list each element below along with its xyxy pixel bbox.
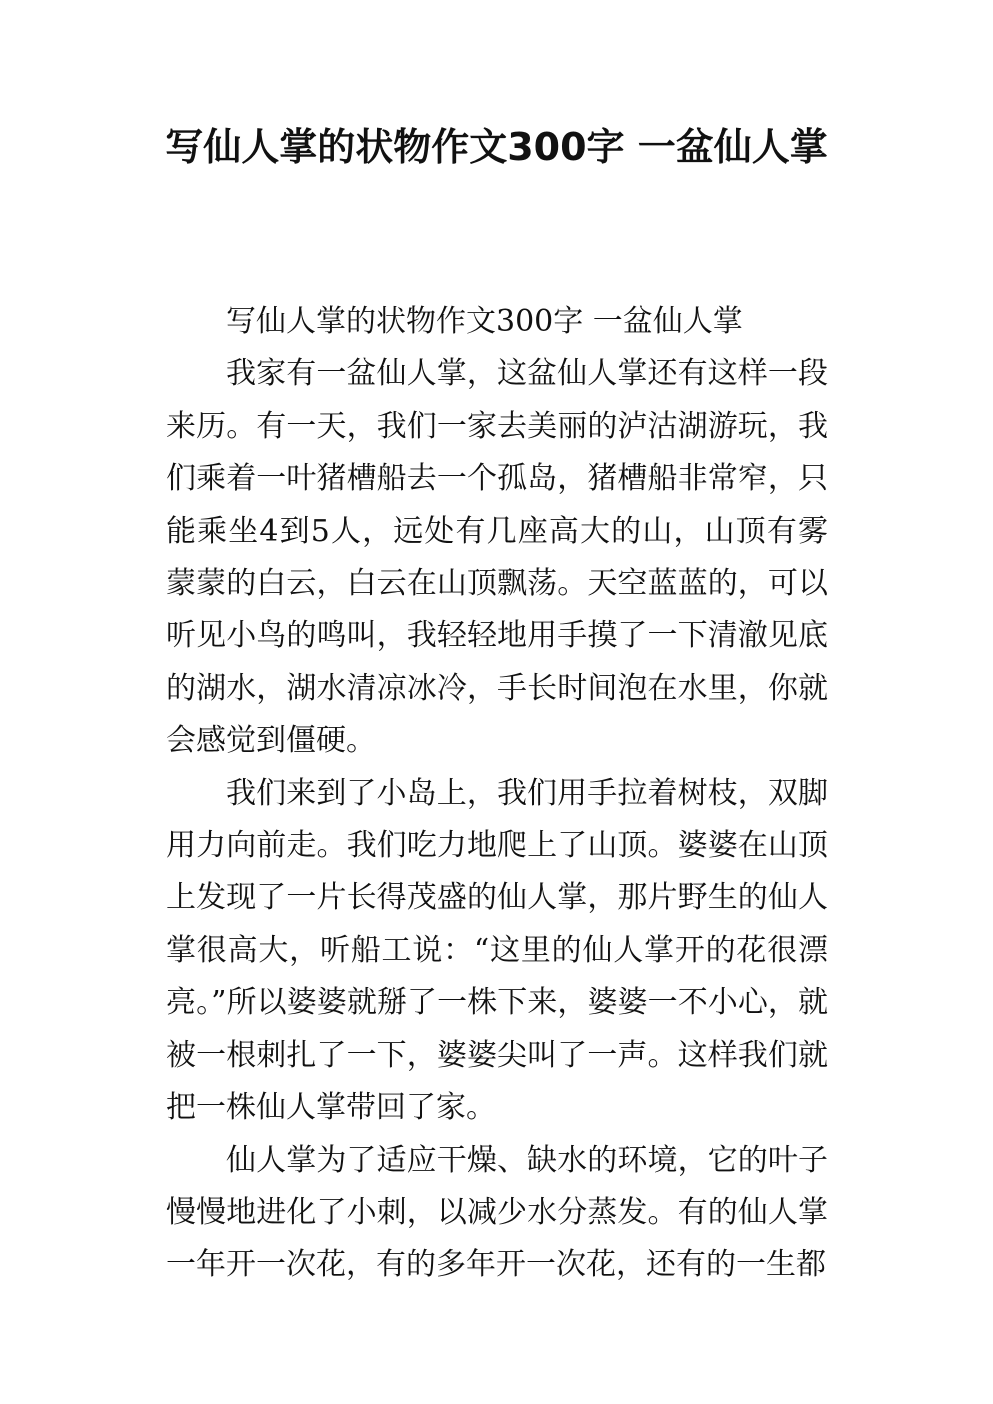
paragraph-adaptation: 仙人掌为了适应干燥、缺水的环境，它的叶子慢慢地进化了小刺，以减少水分蒸发。有的仙人掌一年开一次花，有的多年开一次花，还有的一生都 <box>166 1142 828 1283</box>
document-title: 写仙人掌的状物作文300字 一盆仙人掌 <box>165 125 828 169</box>
paragraph-subtitle: 写仙人掌的状物作文300字 一盆仙人掌 <box>226 304 743 339</box>
document-body <box>166 296 828 1292</box>
paragraph-island: 我们来到了小岛上，我们用手拉着树枝，双脚用力向前走。我们吃力地爬上了山顶。婆婆在山顶上发现了一片长得茂盛的仙人掌，那片野生的仙人掌很高大，听船工说：“这里的仙人掌开的花很漂亮。”所以婆婆就掰了一株下来，婆婆一不小心，就被一根刺扎了一下，婆婆尖叫了一声。这样我们就把一株仙人掌带回了家。 <box>166 775 828 1126</box>
paragraph-origin: 我家有一盆仙人掌，这盆仙人掌还有这样一段来历。有一天，我们一家去美丽的泸沽湖游玩，我们乘着一叶猪槽船去一个孤岛，猪槽船非常窄，只能乘坐4到5人，远处有几座高大的山，山顶有雾蒙蒙的白云，白云在山顶飘荡。天空蓝蓝的，可以听见小鸟的鸣叫，我轻轻地用手摸了一下清澈见底的湖水，湖水清凉冰冷，手长时间泡在水里，你就会感觉到僵硬。 <box>166 356 828 759</box>
